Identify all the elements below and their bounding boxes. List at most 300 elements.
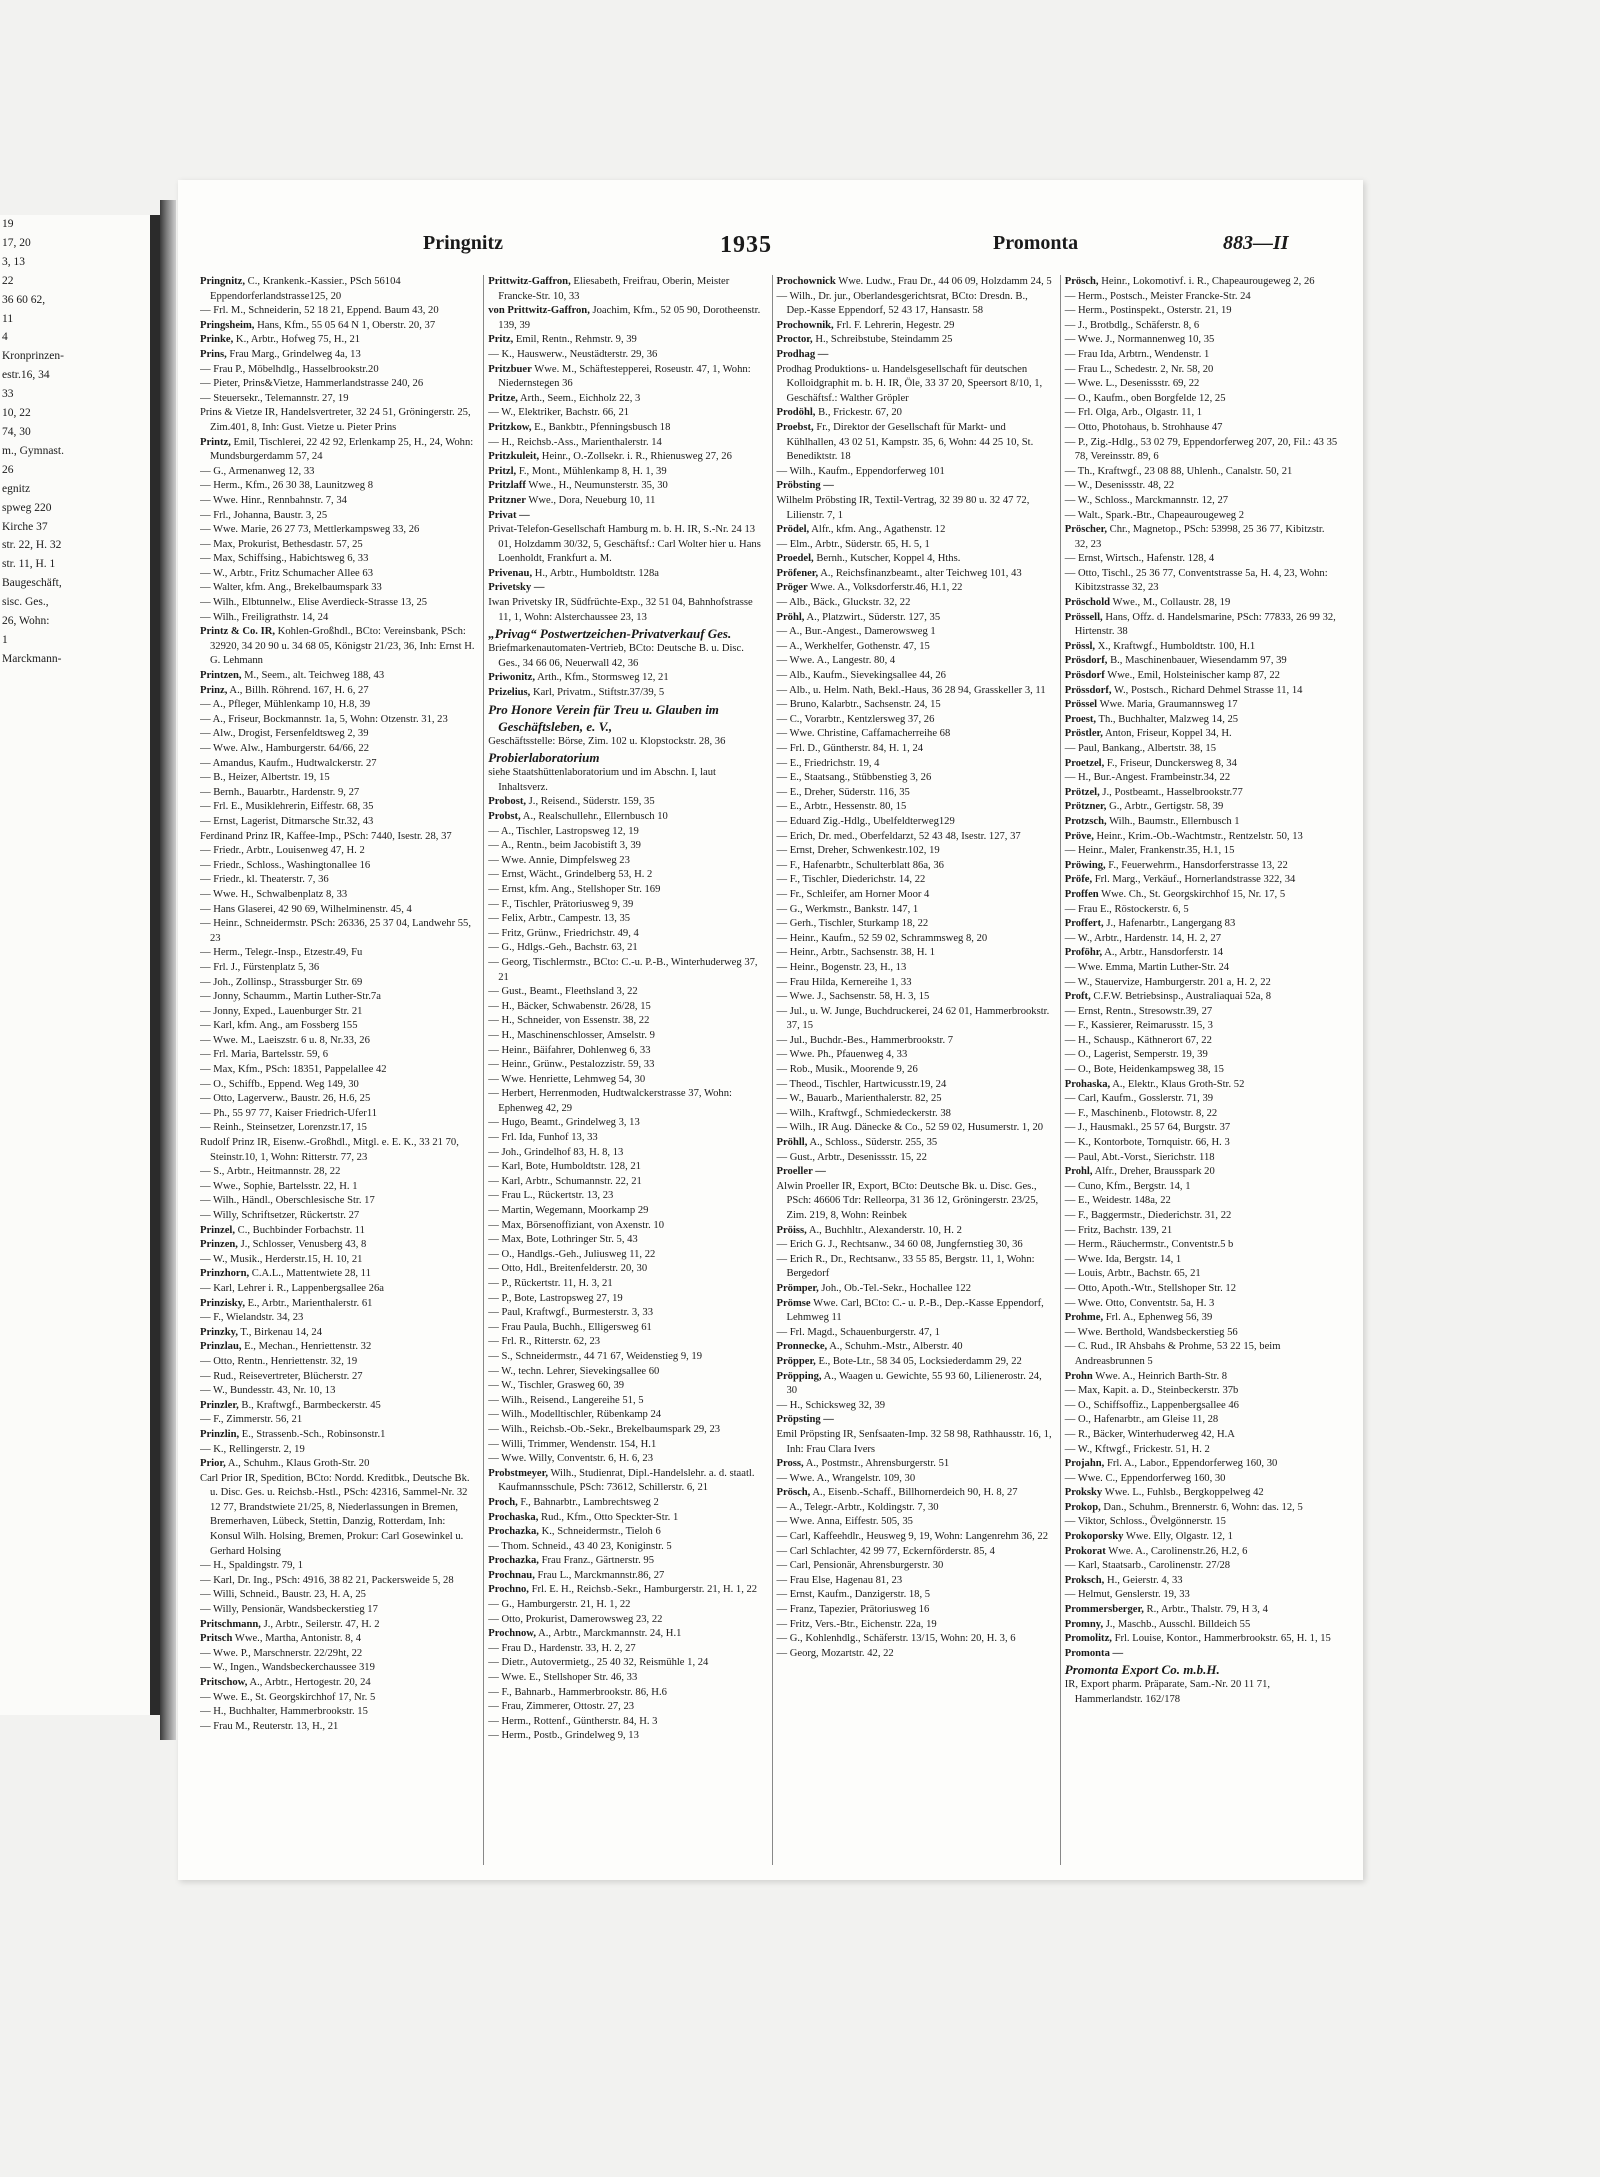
entry-details: — Wwe. Otto, Conventstr. 5a, H. 3 bbox=[1064, 1297, 1215, 1309]
entry-details: — Gerh., Tischler, Sturkamp 18, 22 bbox=[776, 918, 929, 930]
entry-details: A., Elektr., Klaus Groth-Str. 52 bbox=[1110, 1078, 1245, 1090]
directory-entry bbox=[777, 1121, 1052, 1136]
directory-entry bbox=[488, 735, 763, 750]
entry-details: M., Seem., alt. Teichweg 188, 43 bbox=[241, 670, 385, 682]
directory-entry bbox=[777, 523, 1052, 538]
entry-details: — Wilh., Modelltischler, Rübenkamp 24 bbox=[488, 1409, 662, 1421]
directory-entry bbox=[200, 727, 475, 742]
entry-details: — Ernst, Wächt., Grindelberg 53, H. 2 bbox=[488, 869, 653, 881]
directory-entry bbox=[777, 581, 1052, 596]
entry-details: — Karl, Arbtr., Schumannstr. 22, 21 bbox=[488, 1175, 642, 1187]
directory-entry bbox=[1065, 1559, 1340, 1574]
directory-entry bbox=[488, 1248, 763, 1263]
directory-entry bbox=[488, 1394, 763, 1409]
entry-surname: Prinke, bbox=[200, 334, 234, 346]
directory-entry bbox=[488, 479, 763, 494]
entry-details: — P., Rückertstr. 11, H. 3, 21 bbox=[488, 1278, 613, 1289]
entry-details: — Th., Kraftwgf., 23 08 88, Uhlenh., Canalstr. 50, 21 bbox=[1064, 465, 1293, 477]
entry-details: Wwe. A., Volksdorferstr.46, H.1, 22 bbox=[807, 582, 963, 594]
directory-entry bbox=[488, 523, 763, 567]
directory-entry bbox=[488, 810, 763, 825]
entry-surname: Pritzkow, bbox=[488, 421, 532, 433]
entry-details: — F., Zimmerstr. 56, 21 bbox=[200, 1414, 303, 1426]
entry-details: Privat-Telefon-Gesellschaft Hamburg m. b. H. IR, S.-Nr. 24 13 01, Holzdamm 30/32, 5, Geschäftsf.: Carl Wolter hier u. Hans Loenholdt, Frankfurt a. M. bbox=[488, 524, 761, 565]
directory-entry bbox=[488, 985, 763, 1000]
directory-entry bbox=[200, 1705, 475, 1720]
entry-details: — Heinr., Schneidermstr. PSch: 26336, 25 37 04, Landwehr 55, 23 bbox=[200, 918, 471, 944]
entry-details: — W., Ingen., Wandsbeckerchaussee 319 bbox=[200, 1662, 375, 1674]
directory-entry bbox=[200, 523, 475, 538]
entry-details: siehe Staatshüttenlaboratorium und im Abschn. I, laut Inhaltsverz. bbox=[488, 767, 716, 793]
directory-entry bbox=[1065, 844, 1340, 859]
directory-entry bbox=[488, 1423, 763, 1438]
entry-details: — F., Baggermstr., Diederichstr. 31, 22 bbox=[1064, 1210, 1232, 1221]
directory-entry bbox=[1065, 1370, 1340, 1385]
entry-surname: Pringsheim, bbox=[200, 319, 255, 331]
entry-details: — Wwe. E., Stellshoper Str. 46, 33 bbox=[488, 1672, 638, 1684]
directory-entry bbox=[200, 275, 475, 304]
entry-details: — C. Rud., IR Ahsbahs & Prohme, 53 22 15, beim Andreasbrunnen 5 bbox=[1064, 1341, 1281, 1367]
directory-entry bbox=[488, 766, 763, 795]
directory-entry bbox=[1065, 669, 1340, 684]
directory-entry bbox=[1065, 1180, 1340, 1195]
left-page-fragment: 36 60 62, bbox=[2, 293, 46, 306]
entry-details: — Wilh., Reichsb.-Ob.-Sekr., Brekelbaumspark 29, 23 bbox=[488, 1423, 721, 1435]
left-page-fragment: Kronprinzen- bbox=[2, 350, 64, 363]
entry-details: — G., Hdlgs.-Geh., Bachstr. 63, 21 bbox=[488, 942, 638, 954]
directory-entry bbox=[200, 509, 475, 524]
entry-surname: Prinzen, bbox=[200, 1239, 238, 1251]
entry-details: — F., Tischler, Diederichstr. 14, 22 bbox=[776, 874, 926, 886]
directory-entry bbox=[488, 1467, 763, 1496]
directory-entry bbox=[488, 1671, 763, 1686]
entry-details: — H., Schicksweg 32, 39 bbox=[776, 1399, 886, 1411]
directory-entry bbox=[488, 1233, 763, 1248]
directory-entry bbox=[777, 1618, 1052, 1633]
entry-details: C.A.L., Mattentwiete 28, 11 bbox=[249, 1268, 371, 1280]
directory-entry bbox=[200, 1632, 475, 1647]
entry-surname: Prokop, bbox=[1064, 1501, 1101, 1513]
entry-details: — W., Tischler, Grasweg 60, 39 bbox=[488, 1380, 625, 1392]
directory-entry bbox=[777, 873, 1052, 888]
adjacent-left-page bbox=[0, 215, 160, 1715]
directory-entry bbox=[777, 1034, 1052, 1049]
entry-details: — O., Lagerist, Semperstr. 19, 39 bbox=[1064, 1049, 1208, 1061]
entry-details: — E., Friedrichstr. 19, 4 bbox=[776, 757, 880, 769]
entry-details: — Carl Schlachter, 42 99 77, Eckernförderstr. 85, 4 bbox=[776, 1545, 995, 1557]
entry-details: — Frl. Maria, Bartelsstr. 59, 6 bbox=[200, 1049, 328, 1061]
entry-details: Frl. A., Ephenweg 56, 39 bbox=[1103, 1312, 1213, 1324]
directory-entry bbox=[488, 1686, 763, 1701]
entry-surname: Prochaska, bbox=[488, 1511, 539, 1523]
directory-entry bbox=[1065, 436, 1340, 465]
display-entry: „Privag“ Postwertzeichen-Privatverkauf Ges. bbox=[488, 626, 732, 642]
entry-details: — Max, Kapit. a. D., Steinbeckerstr. 37b bbox=[1064, 1385, 1239, 1397]
entry-details: — J., Brotbdlg., Schäferstr. 8, 6 bbox=[1064, 319, 1200, 331]
entry-surname: Prödel, bbox=[776, 524, 810, 536]
entry-surname: Projahn, bbox=[1064, 1458, 1105, 1470]
directory-entry bbox=[777, 1297, 1052, 1326]
entry-details: — Jonny, Exped., Lauenburger Str. 21 bbox=[200, 1005, 363, 1017]
entry-surname: Prodhag — bbox=[776, 348, 829, 360]
directory-entry bbox=[1065, 319, 1340, 334]
directory-entry bbox=[488, 1452, 763, 1467]
entry-details: — Georg, Mozartstr. 42, 22 bbox=[776, 1647, 894, 1659]
entry-details: — Karl, kfm. Ang., am Fossberg 155 bbox=[200, 1020, 358, 1032]
directory-entry bbox=[777, 1545, 1052, 1560]
directory-entry bbox=[200, 757, 475, 772]
page-header bbox=[178, 232, 1363, 260]
entry-surname: Prochownik, bbox=[776, 319, 834, 331]
entry-details: — Willi, Trimmer, Wendenstr. 154, H.1 bbox=[488, 1438, 657, 1450]
entry-details: A., Schuhm.-Mstr., Alberstr. 40 bbox=[827, 1341, 963, 1353]
directory-entry bbox=[1065, 1457, 1340, 1472]
directory-entry bbox=[1065, 1224, 1340, 1239]
directory-entry bbox=[1065, 800, 1340, 815]
directory-entry bbox=[777, 479, 1052, 494]
directory-entry bbox=[200, 815, 475, 830]
entry-details: — Erich G. J., Rechtsanw., 34 60 08, Jungfernstieg 30, 36 bbox=[776, 1239, 1023, 1251]
entry-details: — Otto, Hdl., Breitenfelderstr. 20, 30 bbox=[488, 1263, 648, 1275]
header-year: 1935 bbox=[720, 232, 772, 258]
directory-entry bbox=[200, 479, 475, 494]
directory-entry bbox=[200, 406, 475, 435]
entry-details: Wilh., Studienrat, Dipl.-Handelslehr. a. d. staatl. Kaufmannsschule, PSch: 73612, Schillerstr. 6, 21 bbox=[498, 1467, 755, 1494]
directory-entry bbox=[488, 1219, 763, 1234]
directory-entry bbox=[200, 465, 475, 480]
directory-entry bbox=[777, 290, 1052, 319]
directory-entry bbox=[488, 581, 763, 596]
entry-details: Frau L., Marckmannstr.86, 27 bbox=[534, 1569, 665, 1581]
column-4 bbox=[1060, 275, 1340, 1865]
directory-entry bbox=[777, 1515, 1052, 1530]
entry-surname: Prittwitz-Gaffron, bbox=[488, 276, 571, 287]
entry-details: — Max, Schiffsing., Habichtsweg 6, 33 bbox=[200, 553, 369, 565]
entry-details: — Theod., Tischler, Hartwicusstr.19, 24 bbox=[776, 1078, 947, 1090]
directory-entry bbox=[1065, 903, 1340, 918]
directory-page bbox=[178, 180, 1363, 1880]
entry-details: — O., Handlgs.-Geh., Juliusweg 11, 22 bbox=[488, 1248, 656, 1260]
entry-details: — Erich, Dr. med., Oberfeldarzt, 52 43 48, Isestr. 127, 37 bbox=[776, 830, 1021, 842]
entry-details: Wwe., M., Collaustr. 28, 19 bbox=[1110, 597, 1231, 609]
entry-details: — Paul, Kraftwgf., Burmesterstr. 3, 33 bbox=[488, 1307, 654, 1319]
entry-details: Wwe. A., Carolinenstr.26, H.2, 6 bbox=[1105, 1545, 1248, 1557]
directory-entry bbox=[1065, 932, 1340, 947]
entry-details: — E., Weidestr. 148a, 22 bbox=[1064, 1195, 1171, 1207]
entry-surname: Prötzel, bbox=[1064, 786, 1100, 798]
entry-details: K., Schneidermstr., Tieloh 6 bbox=[538, 1526, 661, 1538]
entry-details: — F., Hafenarbtr., Schulterblatt 86a, 36 bbox=[776, 859, 944, 871]
entry-details: B., Kraftwgf., Barmbeckerstr. 45 bbox=[238, 1399, 381, 1411]
entry-details: C.F.W. Betriebsinsp., Australiaquai 52a, 8 bbox=[1090, 991, 1272, 1003]
directory-entry bbox=[488, 1642, 763, 1657]
directory-entry bbox=[1065, 1151, 1340, 1166]
display-entry: Probierlaboratorium bbox=[488, 750, 600, 766]
left-page-fragment: sisc. Ges., bbox=[2, 596, 49, 609]
directory-entry bbox=[777, 538, 1052, 553]
entry-details: Frau Marg., Grindelweg 4a, 13 bbox=[226, 348, 361, 360]
entry-details: — Dietr., Autovermietg., 25 40 32, Reismühle 1, 24 bbox=[488, 1657, 709, 1669]
entry-details: — Frau M., Reuterstr. 13, H., 21 bbox=[200, 1720, 339, 1732]
entry-details: — Frl. D., Güntherstr. 84, H. 1, 24 bbox=[776, 743, 924, 754]
entry-surname: Probost, bbox=[488, 796, 527, 808]
entry-details: — Frl. Ida, Funhof 13, 33 bbox=[488, 1132, 598, 1144]
directory-entry bbox=[777, 1370, 1052, 1399]
entry-details: — Wwe. Ph., Pfauenweg 4, 33 bbox=[776, 1049, 908, 1061]
entry-details: — Ph., 55 97 77, Kaiser Friedrich-Ufer11 bbox=[200, 1107, 378, 1119]
directory-entry bbox=[1065, 1092, 1340, 1107]
entry-surname: Pritzner bbox=[488, 494, 526, 506]
directory-entry bbox=[488, 956, 763, 985]
directory-entry bbox=[1065, 1603, 1340, 1618]
directory-entry bbox=[200, 1136, 475, 1165]
entry-surname: Prössell, bbox=[1064, 611, 1103, 623]
directory-entry bbox=[1065, 1530, 1340, 1545]
entry-surname: Prochnow, bbox=[488, 1628, 537, 1640]
directory-entry bbox=[777, 421, 1052, 465]
entry-surname: Proföhr, bbox=[1064, 947, 1103, 959]
entry-details: — G., Armenanweg 12, 33 bbox=[200, 465, 315, 477]
directory-entry bbox=[777, 1501, 1052, 1516]
directory-entry bbox=[488, 1598, 763, 1613]
entry-surname: Prochazka, bbox=[488, 1526, 539, 1538]
entry-details: Hans, Offz. d. Handelsmarine, PSch: 77833, 26 99 32, Hirtenstr. 38 bbox=[1074, 611, 1336, 638]
entry-surname: Prommersberger, bbox=[1064, 1604, 1144, 1616]
entry-details: — Gust., Arbtr., Desenissstr. 15, 22 bbox=[776, 1151, 927, 1163]
entry-details: — H., Schausp., Käthnerort 67, 22 bbox=[1064, 1034, 1212, 1046]
entry-details: — Ernst, kfm. Ang., Stellshoper Str. 169 bbox=[488, 883, 661, 895]
entry-details: — Walter, kfm. Ang., Brekelbaumspark 33 bbox=[200, 582, 382, 594]
directory-entry bbox=[488, 1656, 763, 1671]
entry-details: — F., Kassierer, Reimarusstr. 15, 3 bbox=[1064, 1020, 1213, 1032]
directory-entry bbox=[488, 509, 763, 524]
directory-entry bbox=[777, 1282, 1052, 1297]
entry-details: Heinr., Krim.-Ob.-Wachtmstr., Rentzelstr. 50, 13 bbox=[1093, 830, 1303, 842]
directory-entry bbox=[200, 567, 475, 582]
entry-details: — P., Bote, Lastropsweg 27, 19 bbox=[488, 1292, 623, 1304]
directory-entry bbox=[1065, 1297, 1340, 1312]
left-page-fragment: 19 bbox=[2, 218, 14, 230]
directory-entry bbox=[777, 990, 1052, 1005]
directory-entry bbox=[1065, 859, 1340, 874]
directory-entry bbox=[1065, 1107, 1340, 1122]
entry-details: — Wwe. A., Langestr. 80, 4 bbox=[776, 655, 896, 667]
entry-details: J., Schlosser, Venusberg 43, 8 bbox=[237, 1239, 367, 1251]
directory-entry bbox=[777, 917, 1052, 932]
entry-details: Frau Franz., Gärtnerstr. 95 bbox=[538, 1555, 654, 1567]
entry-details: — W., Kftwgf., Frickestr. 51, H. 2 bbox=[1064, 1443, 1210, 1455]
directory-entry bbox=[777, 859, 1052, 874]
directory-entry bbox=[1065, 1063, 1340, 1078]
entry-surname: Pröschold bbox=[1064, 597, 1111, 609]
entry-surname: Pröfener, bbox=[776, 567, 819, 579]
entry-surname: Prössel bbox=[1064, 699, 1098, 711]
directory-entry bbox=[1065, 1019, 1340, 1034]
directory-entry bbox=[777, 1559, 1052, 1574]
entry-surname: Pröve, bbox=[1064, 830, 1094, 842]
directory-entry bbox=[1065, 1326, 1340, 1341]
entry-details: A., Eisenb.-Schaff., Billhornerdeich 90, H. 8, 27 bbox=[810, 1487, 1018, 1499]
directory-entry bbox=[1065, 976, 1340, 991]
directory-entry bbox=[488, 1146, 763, 1161]
directory-entry bbox=[1065, 1078, 1340, 1093]
directory-entry bbox=[200, 494, 475, 509]
entry-surname: Prinzler, bbox=[200, 1399, 239, 1411]
entry-details: — Otto, Rentn., Henriettenstr. 32, 19 bbox=[200, 1355, 358, 1367]
directory-entry bbox=[488, 1379, 763, 1394]
directory-entry bbox=[777, 1078, 1052, 1093]
entry-details: Joh., Ob.-Tel.-Sekr., Hochallee 122 bbox=[818, 1282, 972, 1294]
entry-details: Frl. E. H., Reichsb.-Sekr., Hamburgerstr. 21, H. 1, 22 bbox=[528, 1584, 758, 1596]
directory-entry bbox=[1065, 1632, 1340, 1647]
left-page-fragments bbox=[0, 215, 150, 669]
entry-surname: Prösdorf, bbox=[1064, 655, 1108, 667]
directory-entry bbox=[200, 1048, 475, 1063]
directory-entry bbox=[488, 825, 763, 840]
entry-details: — Wilh., Kaufm., Eppendorferweg 101 bbox=[776, 465, 945, 477]
left-page-fragment: Marckmann- bbox=[2, 652, 62, 665]
directory-entry bbox=[1065, 465, 1340, 480]
entry-details: — Thom. Schneid., 43 40 23, Koniginstr. 5 bbox=[488, 1540, 672, 1552]
entry-surname: Proebst, bbox=[776, 421, 814, 433]
entry-details: A., Postmstr., Ahrensburgerstr. 51 bbox=[803, 1458, 950, 1470]
entry-surname: Pröbsting — bbox=[776, 480, 834, 492]
directory-entry bbox=[200, 1603, 475, 1618]
directory-entry bbox=[200, 990, 475, 1005]
header-first-name: Pringnitz bbox=[423, 232, 503, 254]
directory-entry bbox=[777, 567, 1052, 582]
directory-entry bbox=[777, 1399, 1052, 1414]
directory-entry bbox=[1065, 684, 1340, 699]
directory-entry bbox=[200, 1180, 475, 1195]
directory-entry bbox=[200, 1691, 475, 1706]
entry-details: — Otto, Lagerverw., Baustr. 26, H.6, 25 bbox=[200, 1093, 371, 1105]
left-page-fragment: estr.16, 34 bbox=[2, 369, 50, 382]
left-page-fragment: 26 bbox=[2, 463, 14, 476]
entry-surname: Pröpper, bbox=[776, 1355, 816, 1367]
directory-entry bbox=[200, 1063, 475, 1078]
entry-details: — Heinr., Grünw., Pestalozzistr. 59, 33 bbox=[488, 1059, 655, 1071]
entry-details: — Reinh., Steinsetzer, Lorenzstr.17, 15 bbox=[200, 1122, 367, 1134]
directory-entry bbox=[488, 1306, 763, 1321]
entry-surname: Pröhll, bbox=[776, 1137, 808, 1149]
entry-details: Eliesabeth, Freifrau, Oberin, Meister Francke-Str. 10, 33 bbox=[498, 276, 730, 302]
entry-details: — W., Musik., Herderstr.15, H. 10, 21 bbox=[200, 1253, 363, 1265]
directory-entry bbox=[1065, 1282, 1340, 1297]
entry-surname: Prochownick bbox=[776, 276, 836, 287]
entry-surname: Privat — bbox=[488, 509, 530, 521]
entry-details: — Wwe. Anna, Eiffestr. 505, 35 bbox=[776, 1516, 913, 1528]
entry-details: — Hans Glaserei, 42 90 69, Wilhelminenstr. 45, 4 bbox=[200, 903, 412, 915]
entry-details: — Frau D., Hardenstr. 33, H. 2, 27 bbox=[488, 1642, 636, 1654]
entry-surname: Proetzel, bbox=[1064, 757, 1105, 769]
directory-entry bbox=[488, 1131, 763, 1146]
entry-details: — Eduard Zig.-Hdlg., Ubelfeldterweg129 bbox=[776, 815, 955, 827]
entry-details: Wwe. L., Fuhlsb., Bergkoppelweg 42 bbox=[1102, 1487, 1264, 1499]
entry-details: T., Birkenau 14, 24 bbox=[237, 1326, 323, 1338]
directory-entry bbox=[1065, 771, 1340, 786]
entry-details: — Wwe. Berthold, Wandsbeckerstieg 56 bbox=[1064, 1326, 1238, 1338]
directory-entry bbox=[200, 873, 475, 888]
directory-entry bbox=[200, 319, 475, 334]
left-page-fragment: 74, 30 bbox=[2, 425, 31, 438]
entry-details: — Frau E., Röstockerstr. 6, 5 bbox=[1064, 903, 1189, 915]
directory-entry bbox=[777, 1428, 1052, 1457]
directory-entry bbox=[488, 1613, 763, 1628]
entry-details: — Wilh., Dr. jur., Oberlandesgerichtsrat, BCto: Dresdn. B., Dep.-Kasse Eppendorf, 52 43 17, Hansastr. 58 bbox=[776, 290, 1028, 317]
header-page-number: 883—II bbox=[1223, 232, 1289, 254]
directory-entry bbox=[488, 450, 763, 465]
directory-entry bbox=[200, 1588, 475, 1603]
entry-details: Arth., Seem., Eichholz 22, 3 bbox=[517, 392, 641, 404]
directory-entry bbox=[200, 1326, 475, 1341]
directory-entry bbox=[200, 363, 475, 378]
directory-entry bbox=[1065, 1209, 1340, 1224]
directory-entry bbox=[200, 1384, 475, 1399]
entry-surname: Prochnau, bbox=[488, 1569, 535, 1581]
entry-surname: Proksch, bbox=[1064, 1574, 1105, 1586]
entry-details: — Wwe. Marie, 26 27 73, Mettlerkampsweg 33, 26 bbox=[200, 524, 420, 536]
entry-surname: Prinzlau, bbox=[200, 1341, 242, 1353]
entry-details: — H., Bäcker, Schwabenstr. 26/28, 15 bbox=[488, 1000, 651, 1012]
entry-surname: Privetsky — bbox=[488, 582, 545, 594]
entry-details: B., Maschinenbauer, Wiesendamm 97, 39 bbox=[1107, 655, 1287, 667]
directory-entry bbox=[488, 1569, 763, 1584]
entry-surname: Prohl, bbox=[1064, 1166, 1093, 1178]
entry-surname: Proeller — bbox=[776, 1166, 826, 1178]
entry-details: — W., Elektriker, Bachstr. 66, 21 bbox=[488, 407, 630, 419]
left-page-fragment: 1 bbox=[2, 633, 8, 646]
directory-entry bbox=[200, 1297, 475, 1312]
directory-entry bbox=[488, 1292, 763, 1307]
entry-surname: Prömse bbox=[776, 1297, 811, 1309]
directory-entry bbox=[200, 1676, 475, 1691]
directory-entry bbox=[488, 304, 763, 333]
directory-entry bbox=[777, 275, 1052, 290]
entry-details: — Helmut, Genslerstr. 19, 33 bbox=[1064, 1589, 1190, 1601]
directory-entry bbox=[1065, 1238, 1340, 1253]
entry-details: — Wwe. E., St. Georgskirchhof 17, Nr. 5 bbox=[200, 1691, 376, 1703]
directory-entry bbox=[200, 1472, 475, 1560]
entry-details: — Willi, Schneid., Baustr. 23, H. A, 25 bbox=[200, 1589, 366, 1601]
entry-details: — Rob., Musik., Moorende 9, 26 bbox=[776, 1064, 918, 1076]
entry-details: — A., Tischler, Lastropsweg 12, 19 bbox=[488, 825, 639, 837]
directory-entry bbox=[1065, 742, 1340, 757]
entry-details: — Wwe. J., Normannenweg 10, 35 bbox=[1064, 334, 1215, 346]
directory-entry bbox=[777, 1224, 1052, 1239]
entry-details: Wwe. A., Heinrich Barth-Str. 8 bbox=[1092, 1370, 1228, 1382]
directory-entry bbox=[200, 1457, 475, 1472]
entry-surname: Pritschow, bbox=[200, 1677, 248, 1688]
entry-details: Prodhag Produktions- u. Handelsgesellschaft für deutschen Kolloidgraphit m. b. H. IR, Öle, 33 37 20, Speersort 8/10, 1, Geschäftsf.: Walther Gröpler bbox=[776, 363, 1043, 404]
directory-entry bbox=[488, 1087, 763, 1116]
entry-details: — S., Arbtr., Heitmannstr. 28, 22 bbox=[200, 1166, 341, 1178]
entry-details: A., Realschullehr., Ellernbusch 10 bbox=[520, 811, 668, 822]
entry-details: Arth., Kfm., Stormsweg 12, 21 bbox=[535, 672, 669, 684]
directory-entry bbox=[200, 1282, 475, 1297]
entry-details: — Heinr., Bäifahrer, Dohlenweg 6, 33 bbox=[488, 1044, 651, 1056]
directory-entry bbox=[488, 363, 763, 392]
directory-entry bbox=[488, 1525, 763, 1540]
directory-entry bbox=[1065, 290, 1340, 305]
entry-surname: Pröger bbox=[776, 582, 808, 594]
directory-entry bbox=[1065, 888, 1340, 903]
directory-entry bbox=[488, 686, 763, 701]
directory-entry bbox=[1065, 1253, 1340, 1268]
entry-details: W., Postsch., Richard Dehmel Strasse 11, 14 bbox=[1111, 684, 1303, 696]
directory-entry bbox=[777, 1647, 1052, 1662]
entry-details: G., Arbtr., Gertigstr. 58, 39 bbox=[1106, 801, 1224, 813]
